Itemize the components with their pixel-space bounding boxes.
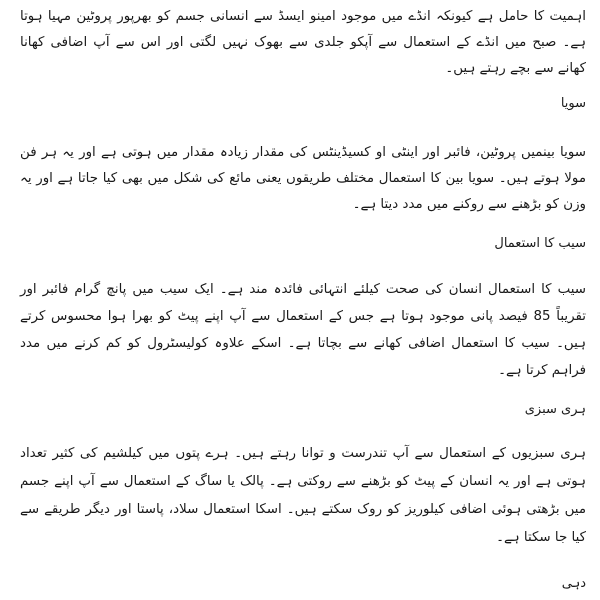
paragraph-apple: سیب کا استعمال انسان کی صحت کیلئے انتہائی فائدہ مند ہے۔ ایک سیب میں پانچ گرام فائبر اور تقریباً 85 فیصد پانی موجود ہوتا ہے جس کے استعمال سے آپ اپنے پیٹ کو بھرا ہوا محسوس کرتے ہیں۔ سیب کا استعمال اضافی کھانے سے بچاتا ہے۔ اسکے علاوہ کولیسٹرول کو کم کرنے میں مدد فراہم کرتا ہے۔	[20, 282, 586, 378]
paragraph-soya: سویا بینمیں پروٹین، فائبر اور اینٹی او کسیڈینٹس کی مقدار زیادہ مقدار میں ہوتی ہے اور یہ ہر فن مولا ہوتے ہیں۔ سویا بین کا استعمال مختلف طریقوں یعنی مائع کی شکل میں بھی کیا جاتا ہے اور یہ وزن کو بڑھنے سے روکنے میں مدد دیتا ہے۔	[20, 145, 586, 212]
heading-yogurt: دہی	[561, 576, 586, 591]
heading-greens: ہری سبزی	[524, 402, 586, 417]
heading-soya: سویا	[560, 96, 586, 111]
paragraph-eggs: اہمیت کا حامل ہے کیونکہ انڈے میں موجود امینو ایسڈ سے انسانی جسم کو بھرپور پروٹین مہیا ہوتا ہے۔ صبح میں انڈے کے استعمال سے آپکو جلدی سے بھوک نہیں لگتی اور اس سے آپ اضافی کھانا کھانے سے بچے رہتے ہیں۔	[20, 9, 586, 76]
paragraph-greens: ہری سبزیوں کے استعمال سے آپ تندرست و توانا رہتے ہیں۔ ہرے پتوں میں کیلشیم کی کثیر تعداد ہوتی ہے اور یہ انسان کے پیٹ کو بڑھنے سے روکتی ہے۔ پالک یا ساگ کے استعمال سے آپ اپنے جسم میں بڑھتی ہوئی اضافی کیلوریز کو روک سکتے ہیں۔ اسکا استعمال سلاد، پاستا اور دیگر طریقے سے کیا جا سکتا ہے۔	[20, 446, 586, 545]
heading-apple: سیب کا استعمال	[494, 236, 586, 251]
